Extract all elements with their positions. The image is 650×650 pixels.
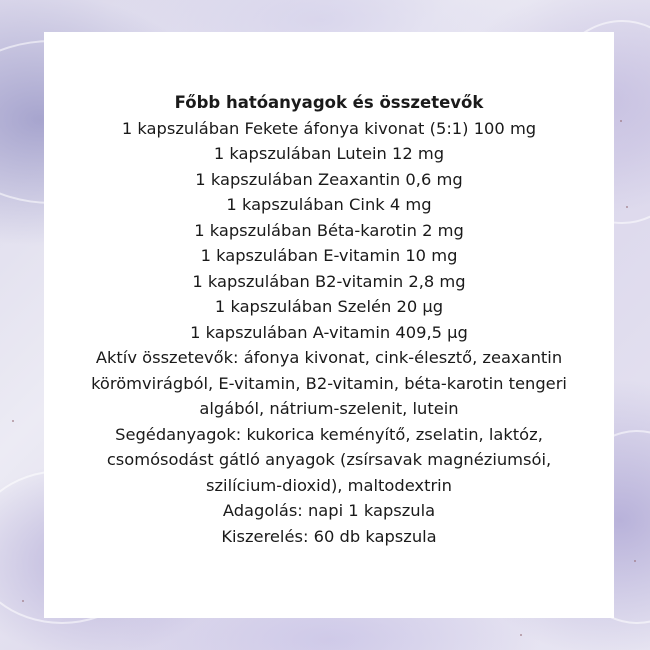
glitter-speck	[12, 420, 14, 422]
active-ingredients-line: körömvirágból, E-vitamin, B2-vitamin, béta-karotin tengeri	[91, 373, 567, 393]
ingredient-line: 1 kapszulában B2-vitamin 2,8 mg	[192, 271, 466, 291]
glitter-speck	[22, 600, 24, 602]
excipients-line: csomósodást gátló anyagok (zsírsavak magnéziumsói,	[106, 450, 552, 469]
excipients-line: Segédanyagok: kukorica keményítő, zselatin, laktóz,	[115, 424, 543, 444]
glitter-speck	[620, 120, 622, 122]
ingredient-line: 1 kapszulában Cink 4 mg	[226, 195, 432, 214]
ingredient-line: 1 kapszulában A-vitamin 409,5 µg	[190, 322, 468, 342]
ingredient-line: 1 kapszulában Zeaxantin 0,6 mg	[195, 169, 463, 189]
dosage-line: Adagolás: napi 1 kapszula	[222, 501, 436, 520]
ingredient-line: 1 kapszulában Fekete áfonya kivonat (5:1) 100 mg	[121, 118, 537, 138]
active-ingredients-line: algából, nátrium-szelenit, lutein	[199, 399, 459, 418]
glitter-speck	[634, 560, 636, 562]
ingredient-line: 1 kapszulában Béta-karotin 2 mg	[194, 220, 464, 240]
ingredient-line: 1 kapszulában Lutein 12 mg	[213, 144, 445, 163]
ingredients-title: Főbb hatóanyagok és összetevők	[174, 93, 484, 112]
glitter-speck	[626, 206, 628, 208]
excipients-line: szilícium-dioxid), maltodextrin	[206, 475, 452, 495]
active-ingredients-line: Aktív összetevők: áfonya kivonat, cink-élesztő, zeaxantin	[95, 348, 563, 367]
glitter-speck	[520, 634, 522, 636]
package-size-line: Kiszerelés: 60 db kapszula	[221, 526, 437, 546]
ingredient-line: 1 kapszulában Szelén 20 µg	[214, 297, 444, 316]
ingredients-text	[44, 90, 614, 549]
ingredient-line: 1 kapszulában E-vitamin 10 mg	[200, 246, 458, 265]
ingredients-card	[44, 32, 614, 618]
